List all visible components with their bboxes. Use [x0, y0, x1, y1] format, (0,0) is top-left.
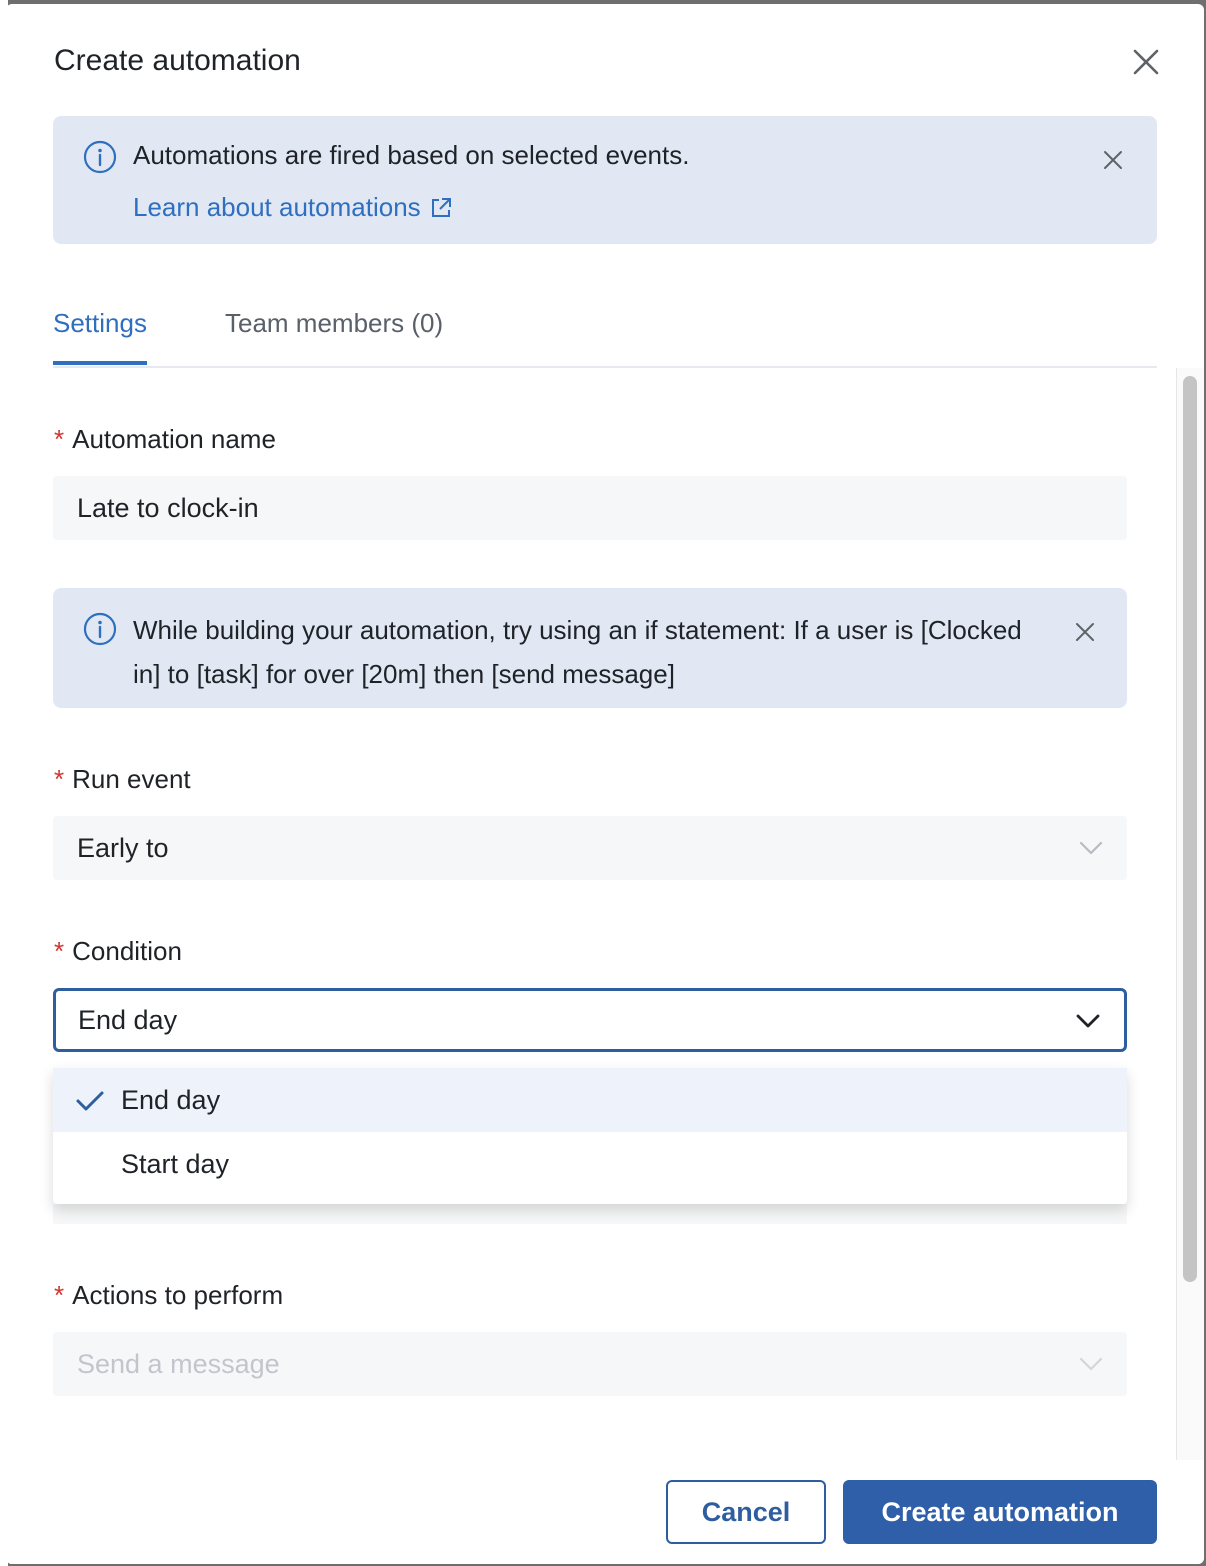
- tab-bar: [53, 300, 1157, 368]
- required-mark: *: [54, 1280, 65, 1310]
- actions-label-text: Actions to perform: [72, 1280, 284, 1310]
- condition-dropdown-menu: [53, 1068, 1127, 1204]
- condition-label-text: Condition: [72, 936, 182, 966]
- close-dialog-button[interactable]: [1128, 44, 1164, 80]
- condition-label: [54, 936, 182, 967]
- external-link-icon: [429, 196, 453, 220]
- required-mark: *: [54, 424, 65, 454]
- required-mark: *: [54, 936, 65, 966]
- condition-value: End day: [78, 1004, 178, 1035]
- create-automation-dialog: [6, 4, 1204, 1564]
- tab-team-members[interactable]: Team members (0): [225, 308, 444, 338]
- learn-about-automations-link[interactable]: [133, 192, 453, 223]
- tip-text: While building your automation, try using an if statement: If a user is [Clocked in] to [task] for over [20m] then [send message]: [133, 615, 1022, 689]
- chevron-down-icon: [1077, 1350, 1105, 1378]
- if-statement-tip: [53, 588, 1127, 708]
- actions-select[interactable]: [53, 1332, 1127, 1396]
- automation-name-label-text: Automation name: [72, 424, 276, 454]
- create-automation-button[interactable]: Create automation: [843, 1480, 1157, 1544]
- run-event-label-text: Run event: [72, 764, 191, 794]
- close-icon: [1132, 48, 1160, 76]
- dialog-title: Create automation: [54, 44, 301, 77]
- checkmark-icon: [75, 1086, 105, 1116]
- run-event-select[interactable]: [53, 816, 1127, 880]
- actions-placeholder: Send a message: [77, 1348, 280, 1379]
- run-event-label: [54, 764, 191, 795]
- chevron-down-icon: [1074, 1007, 1102, 1035]
- required-mark: *: [54, 764, 65, 794]
- learn-link-label: Learn about automations: [133, 192, 421, 222]
- option-label: End day: [121, 1084, 221, 1115]
- scrollbar-thumb[interactable]: [1183, 376, 1197, 1282]
- tab-settings[interactable]: Settings: [53, 308, 147, 365]
- condition-option-start-day[interactable]: [53, 1132, 1127, 1196]
- close-icon: [1075, 622, 1095, 642]
- close-icon: [1103, 150, 1123, 170]
- info-banner: [53, 116, 1157, 244]
- chevron-down-icon: [1077, 834, 1105, 862]
- cancel-button[interactable]: Cancel: [666, 1480, 826, 1544]
- dismiss-banner-button[interactable]: [1099, 146, 1127, 174]
- obscured-field: [53, 1204, 1127, 1224]
- automation-name-value: Late to clock-in: [77, 492, 259, 523]
- banner-message: Automations are fired based on selected events.: [133, 140, 690, 170]
- actions-label: [54, 1280, 283, 1311]
- run-event-value: Early to: [77, 832, 169, 863]
- condition-option-end-day[interactable]: [53, 1068, 1127, 1132]
- condition-select[interactable]: [53, 988, 1127, 1052]
- automation-name-label: [54, 424, 276, 455]
- automation-name-input[interactable]: [53, 476, 1127, 540]
- dismiss-tip-button[interactable]: [1071, 618, 1099, 646]
- option-label: Start day: [121, 1148, 230, 1179]
- info-icon: [83, 612, 117, 646]
- info-icon: [83, 140, 117, 174]
